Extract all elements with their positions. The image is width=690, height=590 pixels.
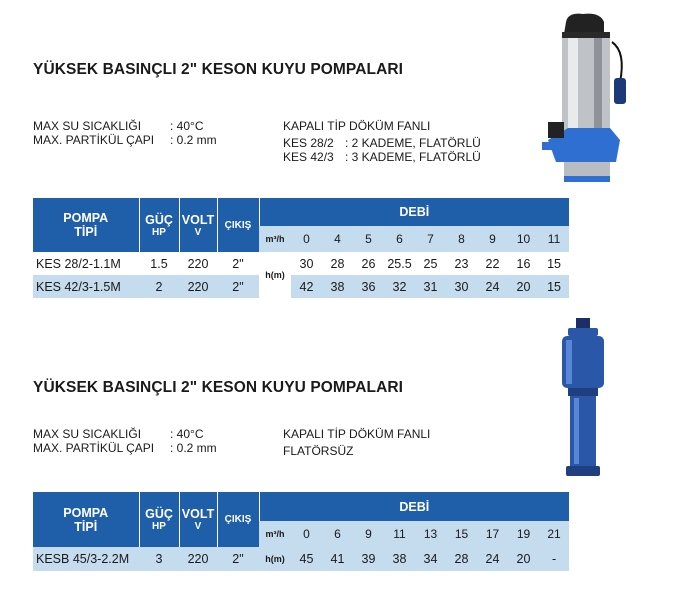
head-cell: 39 <box>353 547 384 571</box>
volt-header: VOLT V <box>179 198 217 252</box>
pump-volt: 220 <box>179 252 217 275</box>
head-cell: 22 <box>477 252 508 275</box>
head-cell: 24 <box>477 547 508 571</box>
flow-cell: 4 <box>322 226 353 252</box>
guc-header: GÜÇ HP <box>139 198 179 252</box>
section1-fan-type: KAPALI TİP DÖKÜM FANLI <box>283 119 431 133</box>
head-cell: 23 <box>446 252 477 275</box>
head-cell: 41 <box>322 547 353 571</box>
pompa-tipi-header: POMPA TİPİ <box>33 492 139 547</box>
head-cell: 38 <box>384 547 415 571</box>
pump-volt: 220 <box>179 547 217 571</box>
flow-unit: m³/h <box>259 226 291 252</box>
head-cell: 20 <box>508 547 539 571</box>
flow-cell: 11 <box>539 226 569 252</box>
head-cell: 15 <box>539 275 569 298</box>
pump-image-borehole <box>552 316 614 482</box>
pump-type: KESB 45/3-2.2M <box>33 547 139 571</box>
head-cell: 30 <box>446 275 477 298</box>
section2-float: FLATÖRSÜZ <box>283 444 354 458</box>
section2-title: YÜKSEK BASINÇLI 2" KESON KUYU POMPALARI <box>33 379 404 396</box>
section1-model-desc: : 2 KADEME, FLATÖRLÜ : 3 KADEME, FLATÖRLÜ <box>345 136 481 164</box>
head-cell: 36 <box>353 275 384 298</box>
head-cell: 34 <box>415 547 446 571</box>
pump-image-drainage <box>528 12 638 184</box>
head-cell: - <box>539 547 569 571</box>
flow-cell: 13 <box>415 521 446 547</box>
table-row <box>33 275 569 298</box>
section1-spec-labels: MAX SU SICAKLIĞI MAX. PARTİKÜL ÇAPI <box>33 119 155 147</box>
flow-cell: 19 <box>508 521 539 547</box>
flow-cell: 10 <box>508 226 539 252</box>
section2-spec-values: : 40°C : 0.2 mm <box>170 427 217 455</box>
pump-outlet: 2" <box>217 547 259 571</box>
section1-title: YÜKSEK BASINÇLI 2" KESON KUYU POMPALARI <box>33 61 404 78</box>
flow-cell: 8 <box>446 226 477 252</box>
pump-type: KES 28/2-1.1M <box>33 252 139 275</box>
head-cell: 28 <box>322 252 353 275</box>
head-cell: 25 <box>415 252 446 275</box>
flow-cell: 6 <box>384 226 415 252</box>
flow-cell: 6 <box>322 521 353 547</box>
pump-hp: 3 <box>139 547 179 571</box>
section2-spec-labels: MAX SU SICAKLIĞI MAX. PARTİKÜL ÇAPI <box>33 427 155 455</box>
flow-cell: 7 <box>415 226 446 252</box>
flow-cell: 17 <box>477 521 508 547</box>
pump-hp: 1.5 <box>139 252 179 275</box>
flow-unit: m³/h <box>259 521 291 547</box>
head-cell: 30 <box>291 252 322 275</box>
flow-cell: 0 <box>291 226 322 252</box>
debi-header: DEBİ <box>259 198 569 226</box>
cikis-header: ÇIKIŞ <box>217 198 259 252</box>
section2-fan-type: KAPALI TİP DÖKÜM FANLI <box>283 427 431 441</box>
pump-outlet: 2" <box>217 275 259 298</box>
head-cell: 31 <box>415 275 446 298</box>
table-row <box>33 547 569 571</box>
flow-cell: 9 <box>353 521 384 547</box>
flow-cell: 21 <box>539 521 569 547</box>
head-cell: 45 <box>291 547 322 571</box>
cikis-header: ÇIKIŞ <box>217 492 259 547</box>
pump-type: KES 42/3-1.5M <box>33 275 139 298</box>
head-cell: 20 <box>508 275 539 298</box>
table-row <box>33 252 569 275</box>
head-cell: 26 <box>353 252 384 275</box>
section1-table <box>33 198 569 298</box>
head-cell: 16 <box>508 252 539 275</box>
flow-cell: 15 <box>446 521 477 547</box>
head-cell: 24 <box>477 275 508 298</box>
debi-header: DEBİ <box>259 492 569 521</box>
head-unit: h(m) <box>259 252 291 298</box>
pump-outlet: 2" <box>217 252 259 275</box>
head-cell: 15 <box>539 252 569 275</box>
flow-cell: 5 <box>353 226 384 252</box>
section2-table <box>33 492 569 571</box>
flow-cell: 9 <box>477 226 508 252</box>
head-cell: 28 <box>446 547 477 571</box>
section1-spec-values: : 40°C : 0.2 mm <box>170 119 217 147</box>
pump-hp: 2 <box>139 275 179 298</box>
section1-models: KES 28/2 KES 42/3 <box>283 136 334 164</box>
flow-cell: 11 <box>384 521 415 547</box>
head-unit: h(m) <box>259 547 291 571</box>
guc-header: GÜÇ HP <box>139 492 179 547</box>
pump-volt: 220 <box>179 275 217 298</box>
head-cell: 42 <box>291 275 322 298</box>
head-cell: 25.5 <box>384 252 415 275</box>
volt-header: VOLT V <box>179 492 217 547</box>
head-cell: 32 <box>384 275 415 298</box>
pompa-tipi-header: POMPA TİPİ <box>33 198 139 252</box>
head-cell: 38 <box>322 275 353 298</box>
flow-cell: 0 <box>291 521 322 547</box>
